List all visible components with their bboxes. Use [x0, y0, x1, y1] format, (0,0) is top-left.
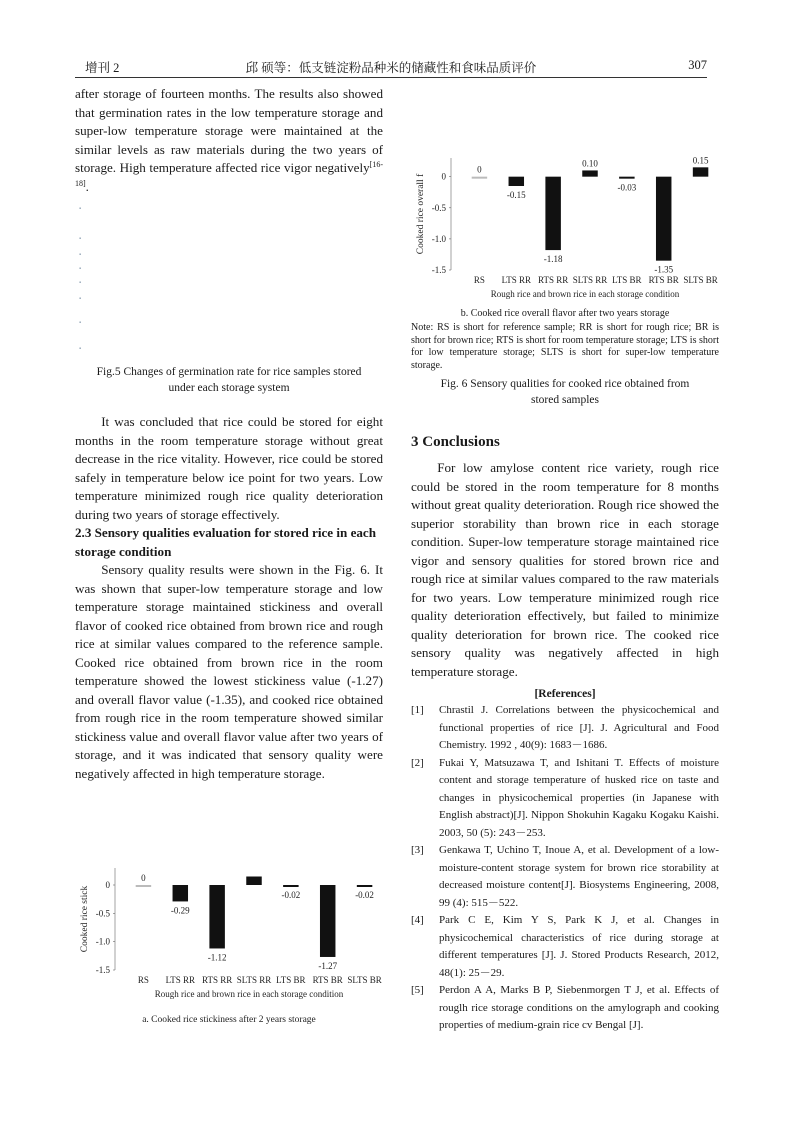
x-tick-label: SLTS RR — [236, 975, 272, 985]
data-label: -0.29 — [170, 905, 190, 916]
y-tick-label: 0 — [441, 171, 446, 182]
chart-stickiness-svg — [75, 858, 383, 1028]
data-label: -1.18 — [543, 254, 563, 265]
data-label: -0.15 — [506, 190, 526, 200]
x-tick-label: RS — [137, 975, 149, 985]
y-tick-label: -1.0 — [431, 233, 446, 244]
bar-rts-rr — [209, 885, 224, 948]
data-label: -0.02 — [281, 890, 301, 901]
bar-lts-rr — [173, 885, 188, 901]
chart-subtitle: a. Cooked rice stickiness after 2 years storage — [142, 1015, 316, 1025]
x-axis-label: Rough rice and brown rice in each storage condition — [490, 289, 680, 299]
reference-item: [5] Perdon A A, Marks B P, Siebenmorgen T J, et al. Effects of rouglh rice storage conditions on the amylograph and cooking properties of medium-grain rice cv Bengal [J]. — [411, 984, 719, 1031]
fig6-note-block — [411, 322, 719, 372]
y-tick-label: -1.5 — [431, 265, 446, 275]
bar-lts-br — [283, 885, 298, 887]
reference-item: [4] Park C E, Kim Y S, Park K J, et al. Changes in physicochemical characteristics of rice during storage at different temperatures [J]. J. Stored Products Research, 2012, 48(1): 25－29. — [411, 914, 719, 979]
header-rule — [75, 77, 707, 78]
page-number: 307 — [688, 58, 707, 72]
section-heading-2-3: 2.3 Sensory qualities evaluation for stored rice in each storage condition — [75, 525, 377, 559]
reference-item: [1] Chrastil J. Correlations between the physicochemical and functional properties of rice [J]. J. Agricultural and Food Chemistry. 1992 , 40(9): 1683－1686. — [411, 704, 719, 751]
chart-overall-flavor — [411, 152, 719, 304]
bar-rts-br — [320, 885, 335, 957]
bar-slts-br — [357, 885, 372, 887]
x-tick-label: RTS RR — [202, 975, 233, 985]
x-axis-label: Rough rice and brown rice in each storage condition — [154, 989, 344, 999]
conclusions-text: For low amylose content rice variety, rough rice could be stored in the room temperature for 8 months without great quality deterioration. Rough rice showed the superior storability than brown rice in each storage condition. Super-low temperature storage maintained rice vigor and sensory qualities for stored brown rice and rough rice at similar values compared to the raw materials for two years. Low temperature minimized rough rice quality deterioration effectively, but failed to minimize quality deterioration for brown rice. The cooked rice sensory quality was negatively affected in high temperature storage. — [411, 460, 719, 679]
x-tick-label: SLTS BR — [347, 975, 382, 985]
bar-lts-br — [619, 177, 634, 179]
bar-rs — [472, 177, 487, 179]
conclusions-heading: 3 Conclusions — [411, 434, 500, 450]
data-label: -1.12 — [207, 952, 227, 963]
x-tick-label: RS — [473, 275, 485, 285]
running-header — [75, 56, 707, 76]
x-tick-label: RTS BR — [312, 975, 343, 985]
y-tick-label: -1.5 — [95, 965, 110, 975]
paragraph: Sensory quality results were shown in the Fig. 6. It was shown that super-low temperature storage and low temperature storage maintained stickiness and overall flavor of cooked rice obtained from brown rice and rough rice at similar values compared to the reference sample. Cooked rice obtained from brown rice in the room temperature showed the lowest stickiness value (-1.27) and overall flavor value (-1.35), and cooked rice obtained from rough rice in the room temperature showed similar stickiness value and overall flavor value after two years of storage, and it was indicated that sensory quality were negatively affected in high temperature storage. — [75, 562, 383, 781]
y-tick-label: 0 — [105, 880, 110, 890]
bar-slts-rr — [582, 170, 597, 176]
x-tick-label: LTS RR — [165, 975, 196, 985]
x-tick-label: RTS RR — [538, 275, 569, 285]
paragraph: It was concluded that rice could be stored for eight months in the room temperature storage without great decrease in the rice vitality. However, rice could be stored safely in temperature below ice point for two years. Low temperature minimized rough rice quality deterioration during two years of storage effectively. — [75, 414, 383, 522]
reference-item: [3] Genkawa T, Uchino T, Inoue A, et al. Development of a low-moisture-content storage system for brown rice storability at decreased moisture content[J]. Biosystems Engineering, 2008, 99 (4): 515－522. — [411, 844, 719, 909]
journal-issue: 增刊 2 — [85, 61, 120, 75]
chart-overall-flavor-subtitle: b. Cooked rice overall flavor after two years storage — [460, 308, 670, 319]
data-label: 0 — [141, 873, 146, 883]
data-label: -1.27 — [318, 960, 338, 971]
data-label: 0.15 — [692, 155, 709, 166]
references-title: [References] — [534, 688, 596, 700]
y-axis-label: Cooked rice overall f — [416, 173, 426, 255]
bar-slts-br — [693, 167, 708, 176]
intro-paragraph: after storage of fourteen months. The results also showed that germination rates in the low temperature storage and super-low temperature storage were maintained at the similar levels as raw materials during the two years of storage. High temperature affected rice vigor negatively[16-18]. — [75, 86, 383, 194]
bar-rts-rr — [545, 177, 560, 250]
conclusions-section — [411, 434, 719, 681]
bar-rs — [136, 885, 151, 887]
data-label: -0.02 — [355, 890, 374, 901]
left-column-lower — [75, 413, 383, 783]
y-tick-label: -0.5 — [95, 908, 110, 919]
bar-slts-rr — [246, 877, 261, 886]
data-label: -1.35 — [654, 264, 674, 275]
y-tick-label: -0.5 — [431, 202, 446, 213]
chart-stickiness — [75, 858, 383, 1028]
fig5-figure-area: ▪ ▪ ▪ ▪ ▪ ▪ ▪ ▪ — [79, 206, 82, 352]
data-label: -0.03 — [617, 182, 637, 193]
x-tick-label: SLTS BR — [683, 275, 718, 285]
reference-item: [2] Fukai Y, Matsuzawa T, and Ishitani T. Effects of moisture content and storage temperature of husked rice on taste and changes in physicochemical properties (in Japanese with English abstract)[J]. Nippon Shokuhin Kagaku Kogaku Kaishi. 2003, 50 (5): 243－253. — [411, 756, 719, 839]
data-label: 0.10 — [582, 158, 598, 169]
x-tick-label: LTS BR — [612, 275, 642, 285]
x-tick-label: LTS RR — [501, 275, 532, 285]
chart-overall-flavor-svg — [411, 152, 719, 304]
bar-rts-br — [656, 177, 671, 261]
fig5-caption: Fig.5 Changes of germination rate for rice samples stored under each storage system — [96, 366, 362, 394]
fig6-caption: Fig. 6 Sensory qualities for cooked rice obtained from stored samples — [440, 378, 690, 406]
x-tick-label: RTS BR — [648, 275, 679, 285]
y-tick-label: -1.0 — [95, 936, 110, 947]
x-tick-label: SLTS RR — [572, 275, 608, 285]
left-column — [75, 85, 383, 196]
fig6-note: Note: RS is short for reference sample; RR is short for rough rice; BR is short for brown rice; RTS is short for room temperature storage; LTS is short for low temperature storage; SLTS is short for super-low temperature storage. — [411, 322, 719, 371]
y-axis-label: Cooked rice stick — [80, 885, 90, 953]
references-section — [411, 688, 719, 1035]
chart-b-subtitle — [411, 306, 719, 322]
data-label: 0 — [477, 164, 482, 175]
citation: [16-18] — [75, 160, 383, 188]
x-tick-label: LTS BR — [276, 975, 306, 985]
running-title: 邱 硕等：低支链淀粉品种米的储藏性和食味品质评价 — [245, 61, 537, 75]
bar-lts-rr — [509, 177, 524, 186]
